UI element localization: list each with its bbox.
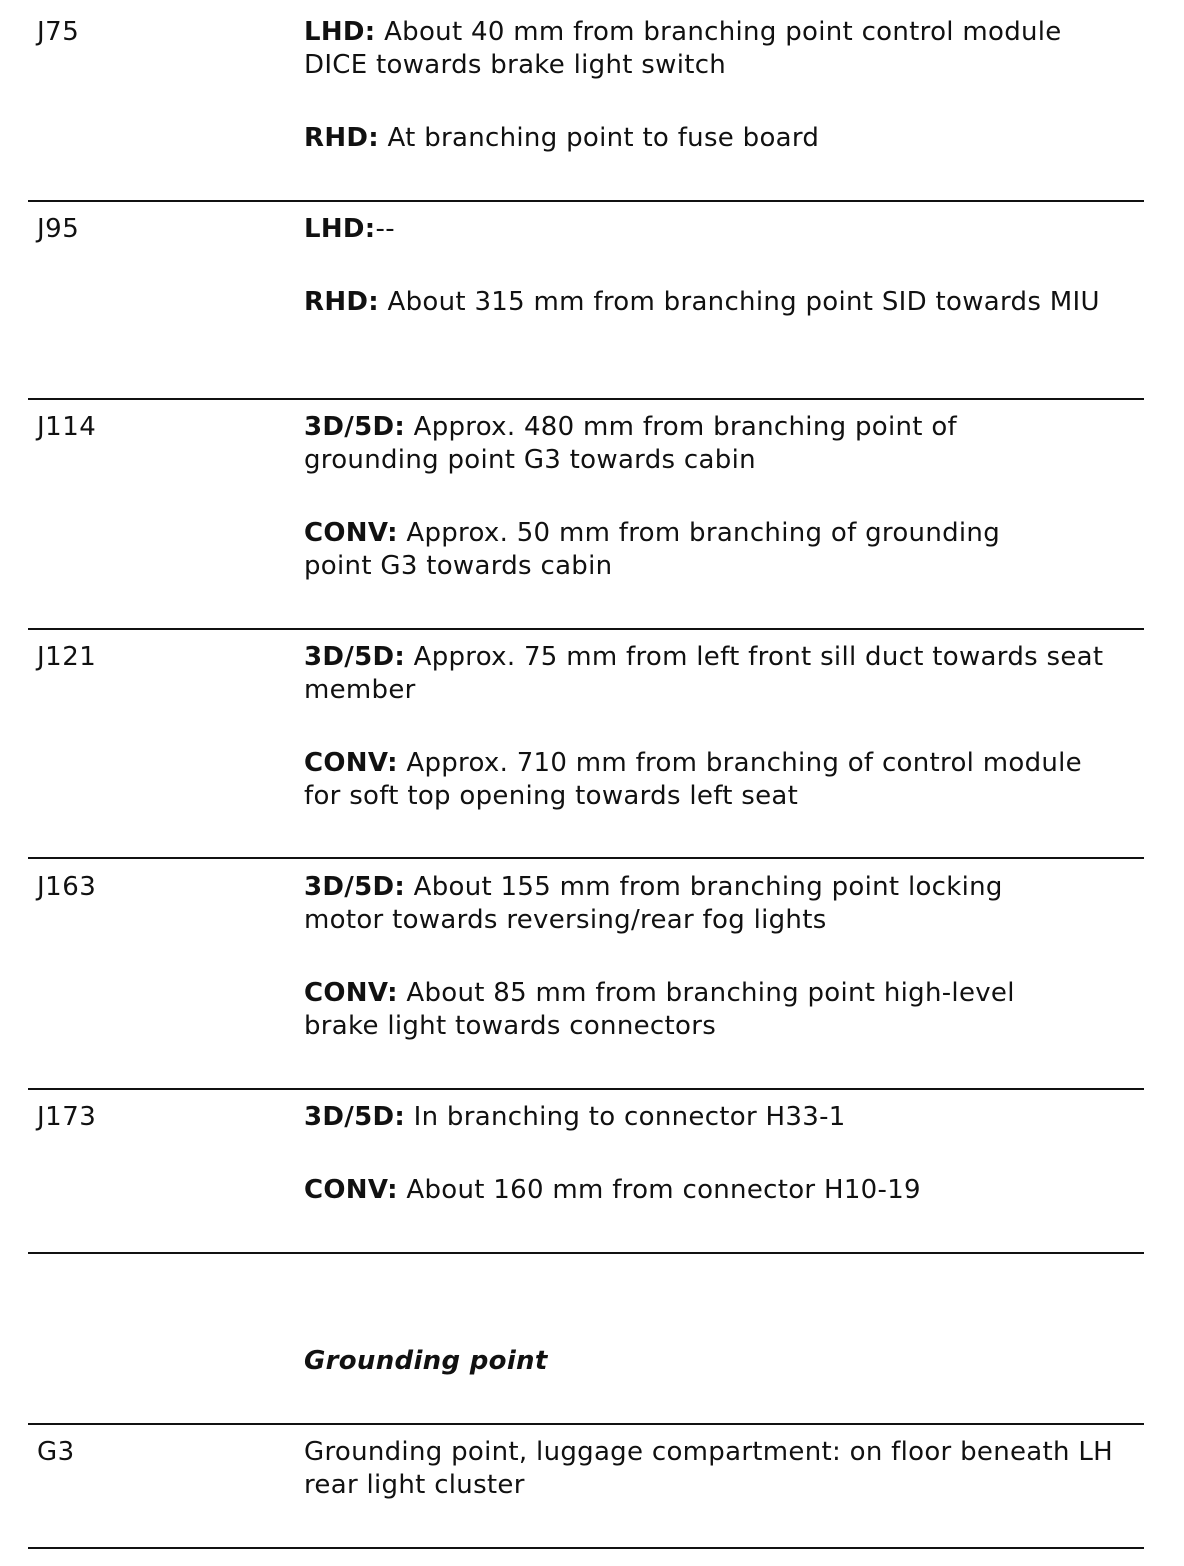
connector-code: J114 xyxy=(37,412,97,442)
location-text: About 315 mm from branching point SID towards MIU xyxy=(378,287,1100,317)
location-text: Approx. 480 mm from branching point of grounding point G3 towards cabin xyxy=(304,412,958,475)
variant-label: CONV: xyxy=(304,1175,398,1205)
location-text: At branching point to fuse board xyxy=(378,123,820,153)
row-divider xyxy=(28,1423,1144,1425)
location-entry xyxy=(304,286,1104,319)
variant-label: CONV: xyxy=(304,518,398,548)
connector-code: J75 xyxy=(37,17,80,47)
location-text: About 155 mm from branching point locking motor towards reversing/rear fog lights xyxy=(304,872,1003,935)
grounding-code: G3 xyxy=(37,1437,75,1467)
variant-label: 3D/5D: xyxy=(304,872,406,902)
variant-label: LHD: xyxy=(304,17,376,47)
location-entry xyxy=(304,977,1074,1043)
location-entry xyxy=(304,16,1124,82)
connector-code: J95 xyxy=(37,214,80,244)
connector-code: J173 xyxy=(37,1102,97,1132)
row-divider xyxy=(28,200,1144,202)
location-text: Approx. 710 mm from branching of control module for soft top opening towards left seat xyxy=(304,748,1082,811)
variant-label: RHD: xyxy=(304,287,379,317)
variant-label: 3D/5D: xyxy=(304,1102,406,1132)
location-entry xyxy=(304,1101,1134,1134)
location-entry xyxy=(304,213,1104,246)
location-text: Grounding point, luggage compartment: on floor beneath LH rear light cluster xyxy=(304,1437,1113,1500)
location-entry xyxy=(304,641,1104,707)
variant-label: 3D/5D: xyxy=(304,642,406,672)
location-entry xyxy=(304,871,1074,937)
row-divider xyxy=(28,1547,1144,1549)
variant-label: 3D/5D: xyxy=(304,412,406,442)
variant-label: RHD: xyxy=(304,123,379,153)
row-divider xyxy=(28,1252,1144,1254)
connector-description xyxy=(304,1101,1134,1207)
row-divider xyxy=(28,857,1144,859)
row-divider xyxy=(28,1088,1144,1090)
row-divider xyxy=(28,628,1144,630)
location-text: -- xyxy=(375,214,395,244)
connector-description xyxy=(304,411,1054,583)
connector-code: J121 xyxy=(37,642,97,672)
location-text: Approx. 50 mm from branching of grounding point G3 towards cabin xyxy=(304,518,1001,581)
row-divider xyxy=(28,398,1144,400)
location-text: About 160 mm from connector H10-19 xyxy=(397,1175,921,1205)
location-entry xyxy=(304,1174,1134,1207)
connector-description xyxy=(304,871,1074,1043)
variant-label: CONV: xyxy=(304,748,398,778)
variant-label: CONV: xyxy=(304,978,398,1008)
grounding-description xyxy=(304,1436,1134,1502)
section-heading-grounding-point: Grounding point xyxy=(304,1346,548,1376)
variant-label: LHD: xyxy=(304,214,376,244)
connector-code: J163 xyxy=(37,872,97,902)
connector-description xyxy=(304,641,1104,813)
location-entry xyxy=(304,747,1104,813)
connector-description xyxy=(304,213,1104,319)
location-text: About 40 mm from branching point control module DICE towards brake light switch xyxy=(304,17,1062,80)
location-text: Approx. 75 mm from left front sill duct towards seat member xyxy=(304,642,1104,705)
location-text: About 85 mm from branching point high-level brake light towards connectors xyxy=(304,978,1015,1041)
connector-description xyxy=(304,16,1124,155)
location-entry xyxy=(304,122,1124,155)
location-entry xyxy=(304,517,1054,583)
location-entry xyxy=(304,411,1054,477)
location-text: In branching to connector H33-1 xyxy=(405,1102,846,1132)
